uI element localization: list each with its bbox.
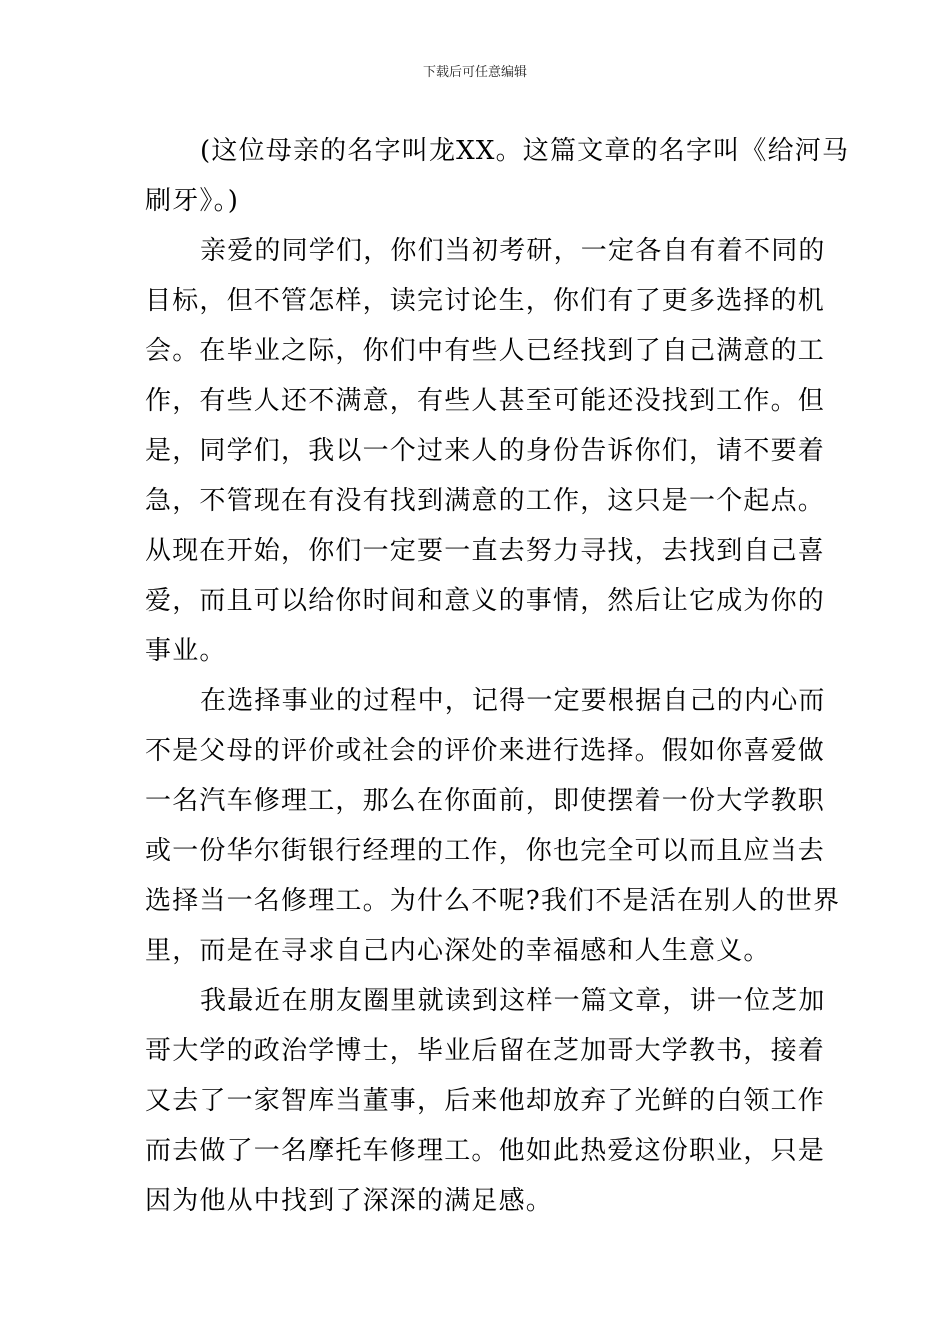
text-line: 我最近在朋友圈里就读到这样一篇文章，讲一位芝加 bbox=[200, 986, 826, 1016]
text-line: 作，有些人还不满意，有些人甚至可能还没找到工作。但 bbox=[145, 386, 826, 416]
text-line: 一名汽车修理工，那么在你面前，即使摆着一份大学教职 bbox=[145, 786, 826, 816]
text-line: 是，同学们，我以一个过来人的身份告诉你们，请不要着 bbox=[145, 436, 826, 466]
paragraph-3 bbox=[145, 676, 841, 976]
text-line: 又去了一家智库当董事，后来他却放弃了光鲜的白领工作 bbox=[145, 1086, 826, 1116]
text-line: 在选择事业的过程中，记得一定要根据自己的内心而 bbox=[200, 686, 826, 716]
text-line: (这位母亲的名字叫龙XX。这篇文章的名字叫《给河马 bbox=[200, 136, 850, 166]
text-line: 或一份华尔街银行经理的工作，你也完全可以而且应当去 bbox=[145, 836, 826, 866]
text-line: 目标，但不管怎样，读完讨论生，你们有了更多选择的机 bbox=[145, 286, 826, 316]
paragraph-1 bbox=[145, 126, 850, 226]
paragraph-4 bbox=[145, 976, 826, 1226]
text-line: 爱，而且可以给你时间和意义的事情，然后让它成为你的 bbox=[145, 586, 826, 616]
text-line: 因为他从中找到了深深的满足感。 bbox=[145, 1186, 554, 1216]
text-line: 从现在开始，你们一定要一直去努力寻找，去找到自己喜 bbox=[145, 536, 826, 566]
text-line: 会。在毕业之际，你们中有些人已经找到了自己满意的工 bbox=[145, 336, 826, 366]
text-line: 不是父母的评价或社会的评价来进行选择。假如你喜爱做 bbox=[145, 736, 826, 766]
text-line: 刷牙》。) bbox=[145, 186, 240, 216]
paragraph-2 bbox=[145, 226, 826, 676]
text-line: 事业。 bbox=[145, 636, 227, 666]
text-line: 亲爱的同学们，你们当初考研，一定各自有着不同的 bbox=[200, 236, 826, 266]
text-line: 选择当一名修理工。为什么不呢?我们不是活在别人的世界 bbox=[145, 886, 841, 916]
text-line: 急，不管现在有没有找到满意的工作，这只是一个起点。 bbox=[145, 486, 826, 516]
text-line: 哥大学的政治学博士，毕业后留在芝加哥大学教书，接着 bbox=[145, 1036, 826, 1066]
text-line: 里，而是在寻求自己内心深处的幸福感和人生意义。 bbox=[145, 936, 771, 966]
page-header: 下载后可任意编辑 bbox=[422, 65, 527, 80]
document-body bbox=[145, 126, 850, 1226]
text-line: 而去做了一名摩托车修理工。他如此热爱这份职业，只是 bbox=[145, 1136, 826, 1166]
